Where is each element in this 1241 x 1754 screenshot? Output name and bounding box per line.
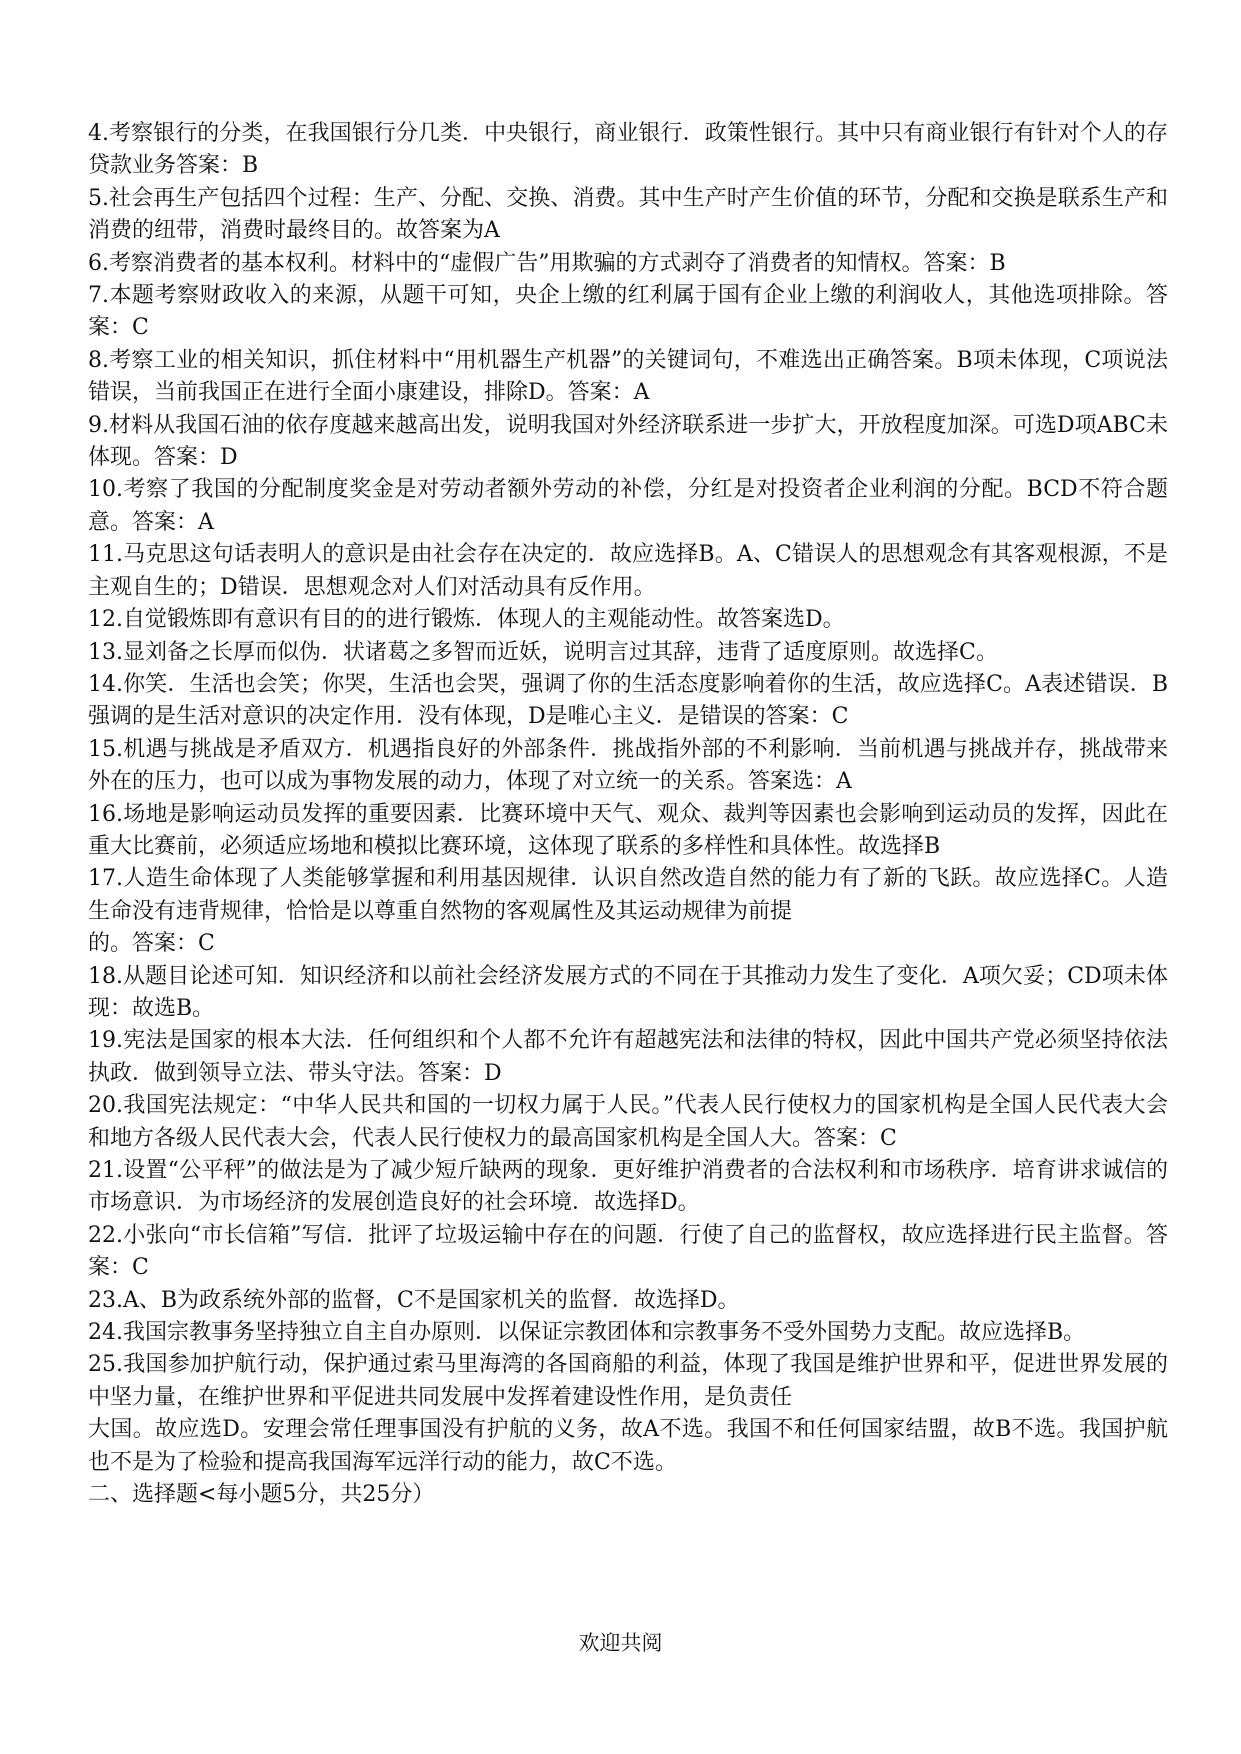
answer-paragraph: 5.社会再生产包括四个过程：生产、分配、交换、消费。其中生产时产生价值的环节，分配和交换是联系生产和消费的纽带，消费时最终目的。故答案为A <box>88 185 1168 244</box>
answer-paragraph: 25.我国参加护航行动，保护通过索马里海湾的各国商船的利益，体现了我国是维护世界和平，促进世界发展的中坚力量，在维护世界和平促进共同发展中发挥着建设性作用，是负责任 <box>88 1352 1168 1410</box>
answer-paragraph: 14.你笑．生活也会笑；你哭，生活也会哭，强调了你的生活态度影响着你的生活，故应选择C。A表述错误．B强调的是生活对意识的决定作用．没有体现，D是唯心主义．是错误的答案：C <box>88 671 1168 730</box>
answer-paragraph: 13.显刘备之长厚而似伪．状诸葛之多智而近妖，说明言过其辞，违背了适度原则。故选择C。 <box>88 639 998 665</box>
answer-paragraph: 18.从题目论述可知．知识经济和以前社会经济发展方式的不同在于其推动力发生了变化．A项欠妥；CD项未体现：故选B。 <box>88 963 1168 1021</box>
answer-paragraph: 22.小张向“市长信箱”写信．批评了垃圾运输中存在的问题．行使了自己的监督权，故应选择进行民主监督。答案：C <box>88 1222 1168 1281</box>
answer-paragraph: 11.马克思这句话表明人的意识是由社会存在决定的．故应选择B。A、C错误人的思想观念有其客观根源，不是主观自生的；D错误．思想观念对人们对活动具有反作用。 <box>88 542 1168 600</box>
answer-paragraph: 8.考察工业的相关知识，抓住材料中“用机器生产机器”的关键词句，不难选出正确答案。B项未体现，C项说法错误，当前我国正在进行全面小康建设，排除D。答案：A <box>88 347 1168 406</box>
answer-paragraph: 7.本题考察财政收入的来源，从题干可知，央企上缴的红利属于国有企业上缴的利润收人，其他选项排除。答案：C <box>88 283 1168 341</box>
answer-paragraph: 的。答案：C <box>88 931 215 957</box>
answer-paragraph: 19.宪法是国家的根本大法．任何组织和个人都不允许有超越宪法和法律的特权，因此中国共产党必须坚持依法执政．做到领导立法、带头守法。答案：D <box>88 1028 1168 1086</box>
answer-paragraph: 23.A、B为政系统外部的监督，C不是国家机关的监督．故选择D。 <box>88 1287 740 1313</box>
answer-paragraph: 15.机遇与挑战是矛盾双方．机遇指良好的外部条件．挑战指外部的不利影响．当前机遇与挑战并存，挑战带来外在的压力，也可以成为事物发展的动力，体现了对立统一的关系。答案选：A <box>88 736 1168 795</box>
answer-paragraph: 24.我国宗教事务坚持独立自主自办原则．以保证宗教团体和宗教事务不受外国势力支配。故应选择B。 <box>88 1320 1086 1346</box>
answer-explanations <box>88 118 1168 1511</box>
answer-paragraph: 6.考察消费者的基本权利。材料中的“虚假广告”用欺骗的方式剥夺了消费者的知情权。答案：B <box>88 250 1006 276</box>
answer-paragraph: 大国。故应选D。安理会常任理事国没有护航的义务，故A不选。我国不和任何国家结盟，故B不选。我国护航也不是为了检验和提高我国海军远洋行动的能力，故C不选。 <box>88 1417 1168 1475</box>
answer-paragraph: 10.考察了我国的分配制度奖金是对劳动者额外劳动的补偿，分红是对投资者企业利润的分配。BCD不符合题意。答案：A <box>88 477 1168 535</box>
answer-paragraph: 4.考察银行的分类，在我国银行分几类．中央银行，商业银行．政策性银行。其中只有商业银行有针对个人的存贷款业务答案：B <box>88 121 1168 179</box>
answer-paragraph: 20.我国宪法规定：“中华人民共和国的一切权力属于人民。”代表人民行使权力的国家机构是全国人民代表大会和地方各级人民代表大会，代表人民行使权力的最高国家机构是全国人大。答案：C <box>88 1093 1168 1151</box>
answer-paragraph: 12.自觉锻炼即有意识有目的的进行锻炼．体现人的主观能动性。故答案选D。 <box>88 607 845 633</box>
answer-paragraph: 16.场地是影响运动员发挥的重要因素．比赛环境中天气、观众、裁判等因素也会影响到运动员的发挥，因此在重大比赛前，必须适应场地和模拟比赛环境，这体现了联系的多样性和具体性。故选择B <box>88 801 1168 859</box>
page-footer: 欢迎共阅 <box>578 1631 663 1655</box>
answer-paragraph: 9.材料从我国石油的依存度越来越高出发，说明我国对外经济联系进一步扩大，开放程度加深。可选D项ABC未体现。答案：D <box>88 412 1168 471</box>
section-heading: 二、选择题<每小题5分，共25分） <box>88 1482 435 1508</box>
answer-paragraph: 21.设置“公平秤”的做法是为了减少短斤缺两的现象．更好维护消费者的合法权利和市场秩序．培育讲求诚信的市场意识．为市场经济的发展创造良好的社会环境．故选择D。 <box>88 1158 1168 1216</box>
answer-paragraph: 17.人造生命体现了人类能够掌握和利用基因规律．认识自然改造自然的能力有了新的飞跃。故应选择C。人造生命没有违背规律，恰恰是以尊重自然物的客观属性及其运动规律为前提 <box>88 866 1168 924</box>
